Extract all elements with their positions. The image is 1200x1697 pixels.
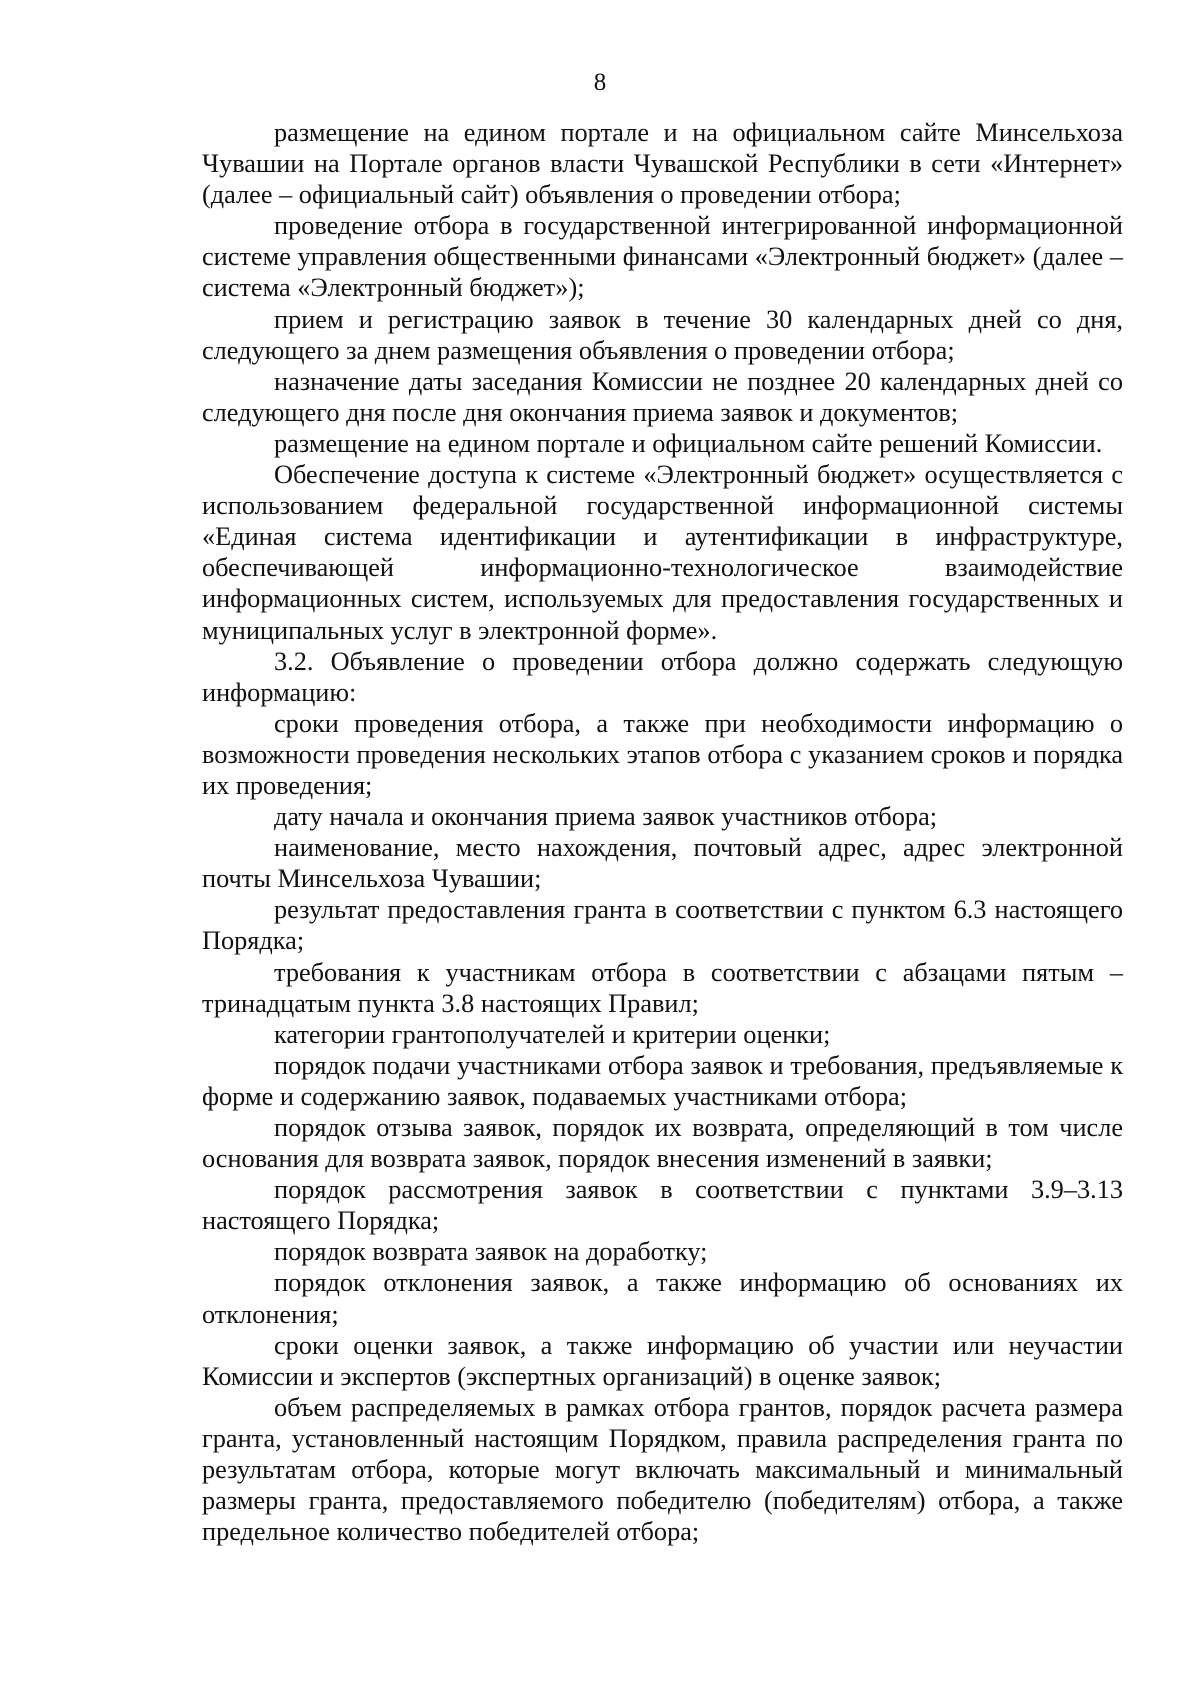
paragraph: размещение на едином портале и на официальном сайте Минсельхоза Чувашии на Портале органов власти Чувашской Республики в сети «Интернет» (далее – официальный сайт) объявления о проведении отбора; — [202, 118, 1123, 210]
paragraph: порядок отклонения заявок, а также информацию об основаниях их отклонения; — [202, 1268, 1123, 1329]
paragraph: Обеспечение доступа к системе «Электронный бюджет» осуществляется с использованием федеральной государственной информационной системы «Единая система идентификации и аутентификации в инфраструктуре, обеспечивающей информационно-технологическое взаимодействие информационных систем, используемых для предоставления государственных и муниципальных услуг в электронной форме». — [202, 460, 1123, 645]
paragraph: объем распределяемых в рамках отбора грантов, порядок расчета размера гранта, установленный настоящим Порядком, правила распределения гранта по результатам отбора, которые могут включать максимальный и минимальный размеры гранта, предоставляемого победителю (победителям) отбора, а также предельное количество победителей отбора; — [202, 1392, 1123, 1547]
paragraph: наименование, место нахождения, почтовый адрес, адрес электронной почты Минсельхоза Чувашии; — [202, 833, 1123, 894]
paragraph: дату начала и окончания приема заявок участников отбора; — [274, 802, 938, 832]
paragraph: размещение на едином портале и официальном сайте решений Комиссии. — [274, 428, 1103, 458]
paragraph: требования к участникам отбора в соответствии с абзацами пятым – тринадцатым пункта 3.8 настоящих Правил; — [202, 957, 1123, 1018]
paragraph: сроки оценки заявок, а также информацию об участии или неучастии Комиссии и экспертов (экспертных организаций) в оценке заявок; — [202, 1330, 1123, 1391]
paragraph: порядок подачи участниками отбора заявок и требования, предъявляемые к форме и содержанию заявок, подаваемых участниками отбора; — [202, 1050, 1123, 1111]
document-body — [202, 117, 1123, 1547]
paragraph: результат предоставления гранта в соответствии с пунктом 6.3 настоящего Порядка; — [202, 895, 1123, 956]
paragraph: категории грантополучателей и критерии оценки; — [274, 1019, 831, 1049]
paragraph: порядок рассмотрения заявок в соответствии с пунктами 3.9–3.13 настоящего Порядка; — [202, 1175, 1123, 1236]
paragraph: сроки проведения отбора, а также при необходимости информацию о возможности проведения нескольких этапов отбора с указанием сроков и порядка их проведения; — [202, 708, 1123, 800]
paragraph: назначение даты заседания Комиссии не позднее 20 календарных дней со следующего дня после дня окончания приема заявок и документов; — [202, 366, 1123, 427]
paragraph: порядок возврата заявок на доработку; — [274, 1237, 708, 1267]
paragraph: прием и регистрацию заявок в течение 30 календарных дней со дня, следующего за днем размещения объявления о проведении отбора; — [202, 304, 1123, 365]
paragraph: проведение отбора в государственной интегрированной информационной системе управления общественными финансами «Электронный бюджет» (далее – система «Электронный бюджет»); — [202, 211, 1123, 303]
paragraph: порядок отзыва заявок, порядок их возврата, определяющий в том числе основания для возврата заявок, порядок внесения изменений в заявки; — [202, 1113, 1123, 1174]
paragraph: 3.2. Объявление о проведении отбора должно содержать следующую информацию: — [202, 646, 1123, 707]
page-number: 8 — [593, 69, 607, 96]
